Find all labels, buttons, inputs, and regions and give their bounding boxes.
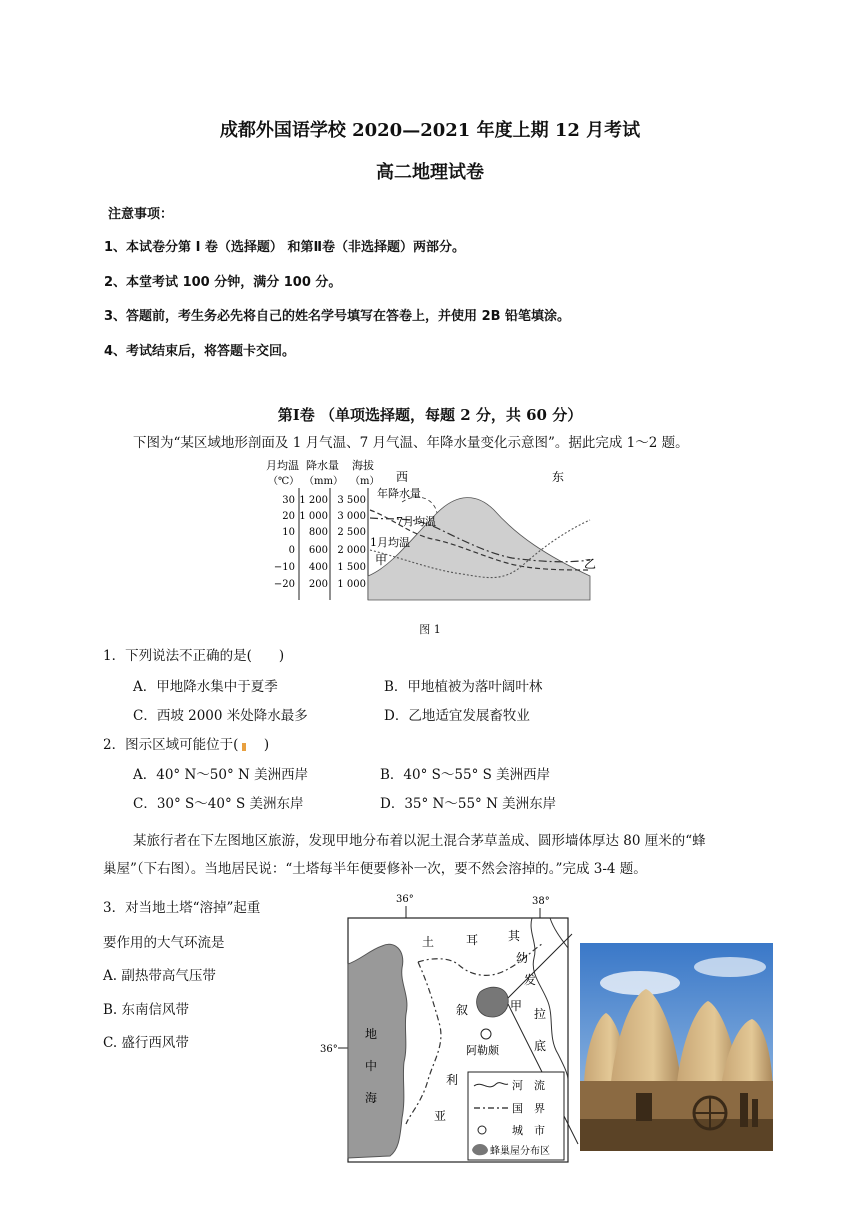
section-intro: 下图为“某区域地形剖面及 1 月气温、7 月气温、年降水量变化示意图”。据此完成 1～2 题。 — [133, 435, 689, 451]
photo-pole — [752, 1099, 758, 1127]
lat-label-left: 36° — [320, 1044, 338, 1055]
alt-tick: 1 500 — [337, 562, 366, 573]
beehive-region — [477, 987, 509, 1017]
legend-beehive: 蜂巢屋分布区 — [490, 1146, 550, 1157]
passage-line-1: 某旅行者在下左图地区旅游，发现甲地分布着以泥土混合茅草盖成、圆形墙体厚达 80 厘米的“蜂 — [133, 833, 706, 849]
sea-char-2: 中 — [365, 1059, 378, 1073]
precip-tick: 200 — [308, 579, 328, 590]
alt-axis-title: 海拔 — [352, 459, 374, 472]
q3-option-b: B. 东南信风带 — [103, 1002, 190, 1018]
euphrates-char-1: 幼 — [516, 951, 529, 965]
q3-option-c: C. 盛行西风带 — [103, 1035, 189, 1051]
alt-axis-unit: （m） — [350, 476, 380, 487]
notes-heading: 注意事项： — [108, 207, 174, 222]
passage-line-2: 巢屋”（下右图）。当地居民说：“土塔每半年便要修补一次，要不然会溶掉的。”完成 3-4 题。 — [103, 861, 647, 877]
precip-tick: 800 — [308, 527, 328, 538]
aleppo-city-marker — [481, 1029, 491, 1039]
section-heading: 第Ⅰ卷 （单项选择题，每题 2 分，共 60 分） — [277, 406, 583, 424]
jia-label: 甲 — [510, 999, 523, 1013]
beehive-houses-photo — [580, 943, 773, 1151]
q3-option-a: A. 副热带高气压带 — [103, 968, 216, 984]
q2-option-c: C．30° S～40° S 美洲东岸 — [133, 796, 304, 812]
july-temp-label: 7月均温 — [396, 515, 436, 528]
photo-cloud — [694, 957, 766, 977]
syria-char-3: 亚 — [434, 1109, 447, 1123]
alt-tick: 2 500 — [337, 527, 366, 538]
lon-label-left: 36° — [396, 894, 414, 905]
turkey-char-3: 其 — [508, 929, 521, 943]
temp-tick: 0 — [288, 545, 295, 556]
euphrates-char-2: 发 — [524, 973, 537, 987]
lon-label-right: 38° — [532, 896, 550, 907]
q1-option-c: C．西坡 2000 米处降水最多 — [133, 708, 308, 724]
alt-tick: 3 000 — [337, 511, 366, 522]
q1-option-a: A．甲地降水集中于夏季 — [133, 679, 278, 695]
point-a-label: 甲 — [375, 553, 388, 567]
precip-ticks — [299, 495, 328, 590]
east-label: 东 — [552, 470, 565, 484]
temp-axis-title: 月均温 — [266, 459, 299, 472]
alt-tick: 2 000 — [337, 545, 366, 556]
annual-precip-label: 年降水量 — [377, 487, 421, 500]
precip-tick: 1 200 — [299, 495, 328, 506]
question-2-stem — [103, 733, 269, 753]
photo-cloud — [600, 971, 680, 995]
question-3-stem-1: 3．对当地土塔“溶掉”起重 — [103, 900, 261, 916]
syria-char-1: 叙 — [456, 1003, 469, 1017]
q2-option-b: B．40° S～55° S 美洲西岸 — [380, 767, 551, 783]
precip-tick: 600 — [308, 545, 328, 556]
mediterranean-sea — [348, 944, 407, 1158]
photo-pole — [740, 1093, 748, 1127]
q2-stem-text: 2．图示区域可能位于( — [103, 737, 239, 753]
figure-caption: 图 1 — [419, 623, 441, 636]
point-b-label: 乙 — [584, 557, 597, 571]
temp-axis-unit: （℃） — [268, 476, 300, 487]
syria-char-2: 利 — [446, 1073, 459, 1087]
sea-char-1: 地 — [365, 1027, 378, 1041]
highlight-mark — [242, 743, 246, 751]
q1-option-d: D．乙地适宜发展畜牧业 — [384, 708, 530, 724]
q1-option-b: B．甲地植被为落叶阔叶林 — [384, 679, 543, 695]
note-item-3: 3、答题前，考生务必先将自己的姓名学号填写在答卷上，并使用 2B 铅笔填涂。 — [104, 309, 571, 324]
note-item-4: 4、考试结束后，将答题卡交回。 — [104, 344, 296, 359]
legend-river: 河 流 — [512, 1079, 545, 1092]
turkey-char-2: 耳 — [466, 933, 479, 947]
turkey-char-1: 土 — [422, 935, 435, 949]
exam-subtitle: 高二地理试卷 — [376, 162, 484, 183]
alt-tick: 1 000 — [337, 579, 366, 590]
legend-border: 国 界 — [512, 1102, 545, 1115]
q2-option-a: A．40° N～50° N 美洲西岸 — [133, 767, 309, 783]
temp-tick: −10 — [273, 562, 295, 573]
temp-ticks — [274, 495, 295, 590]
syria-map — [310, 888, 580, 1170]
temp-tick: 30 — [282, 495, 295, 506]
temp-tick: 10 — [282, 527, 295, 538]
legend-city-symbol — [478, 1126, 486, 1134]
aleppo-label: 阿勒颇 — [466, 1044, 499, 1057]
jan-temp-label: 1月均温 — [370, 536, 410, 549]
euphrates-char-3: 拉 — [534, 1007, 547, 1021]
q2-stem-end: ) — [250, 737, 270, 753]
alt-ticks — [337, 495, 366, 590]
precip-tick: 400 — [308, 562, 328, 573]
alt-tick: 3 500 — [337, 495, 366, 506]
precip-axis-title: 降水量 — [306, 459, 339, 472]
exam-title: 成都外国语学校 2020—2021 年度上期 12 月考试 — [219, 120, 641, 141]
sea-char-3: 海 — [365, 1091, 378, 1105]
question-1-stem: 1．下列说法不正确的是( ) — [103, 648, 285, 664]
photo-doorway — [636, 1093, 652, 1121]
temp-tick: −20 — [273, 579, 295, 590]
temp-tick: 20 — [282, 511, 295, 522]
note-item-1: 1、本试卷分第 I 卷（选择题） 和第Ⅱ卷（非选择题）两部分。 — [104, 240, 466, 255]
precip-axis-unit: （mm） — [304, 476, 343, 487]
euphrates-char-4: 底 — [534, 1039, 547, 1053]
q2-option-d: D．35° N～55° N 美洲东岸 — [380, 796, 557, 812]
terrain-profile-figure — [262, 458, 602, 606]
precip-tick: 1 000 — [299, 511, 328, 522]
west-label: 西 — [396, 470, 409, 484]
note-item-2: 2、本堂考试 100 分钟，满分 100 分。 — [104, 275, 342, 290]
question-3-stem-2: 要作用的大气环流是 — [103, 935, 225, 951]
legend-city: 城 市 — [512, 1124, 545, 1137]
